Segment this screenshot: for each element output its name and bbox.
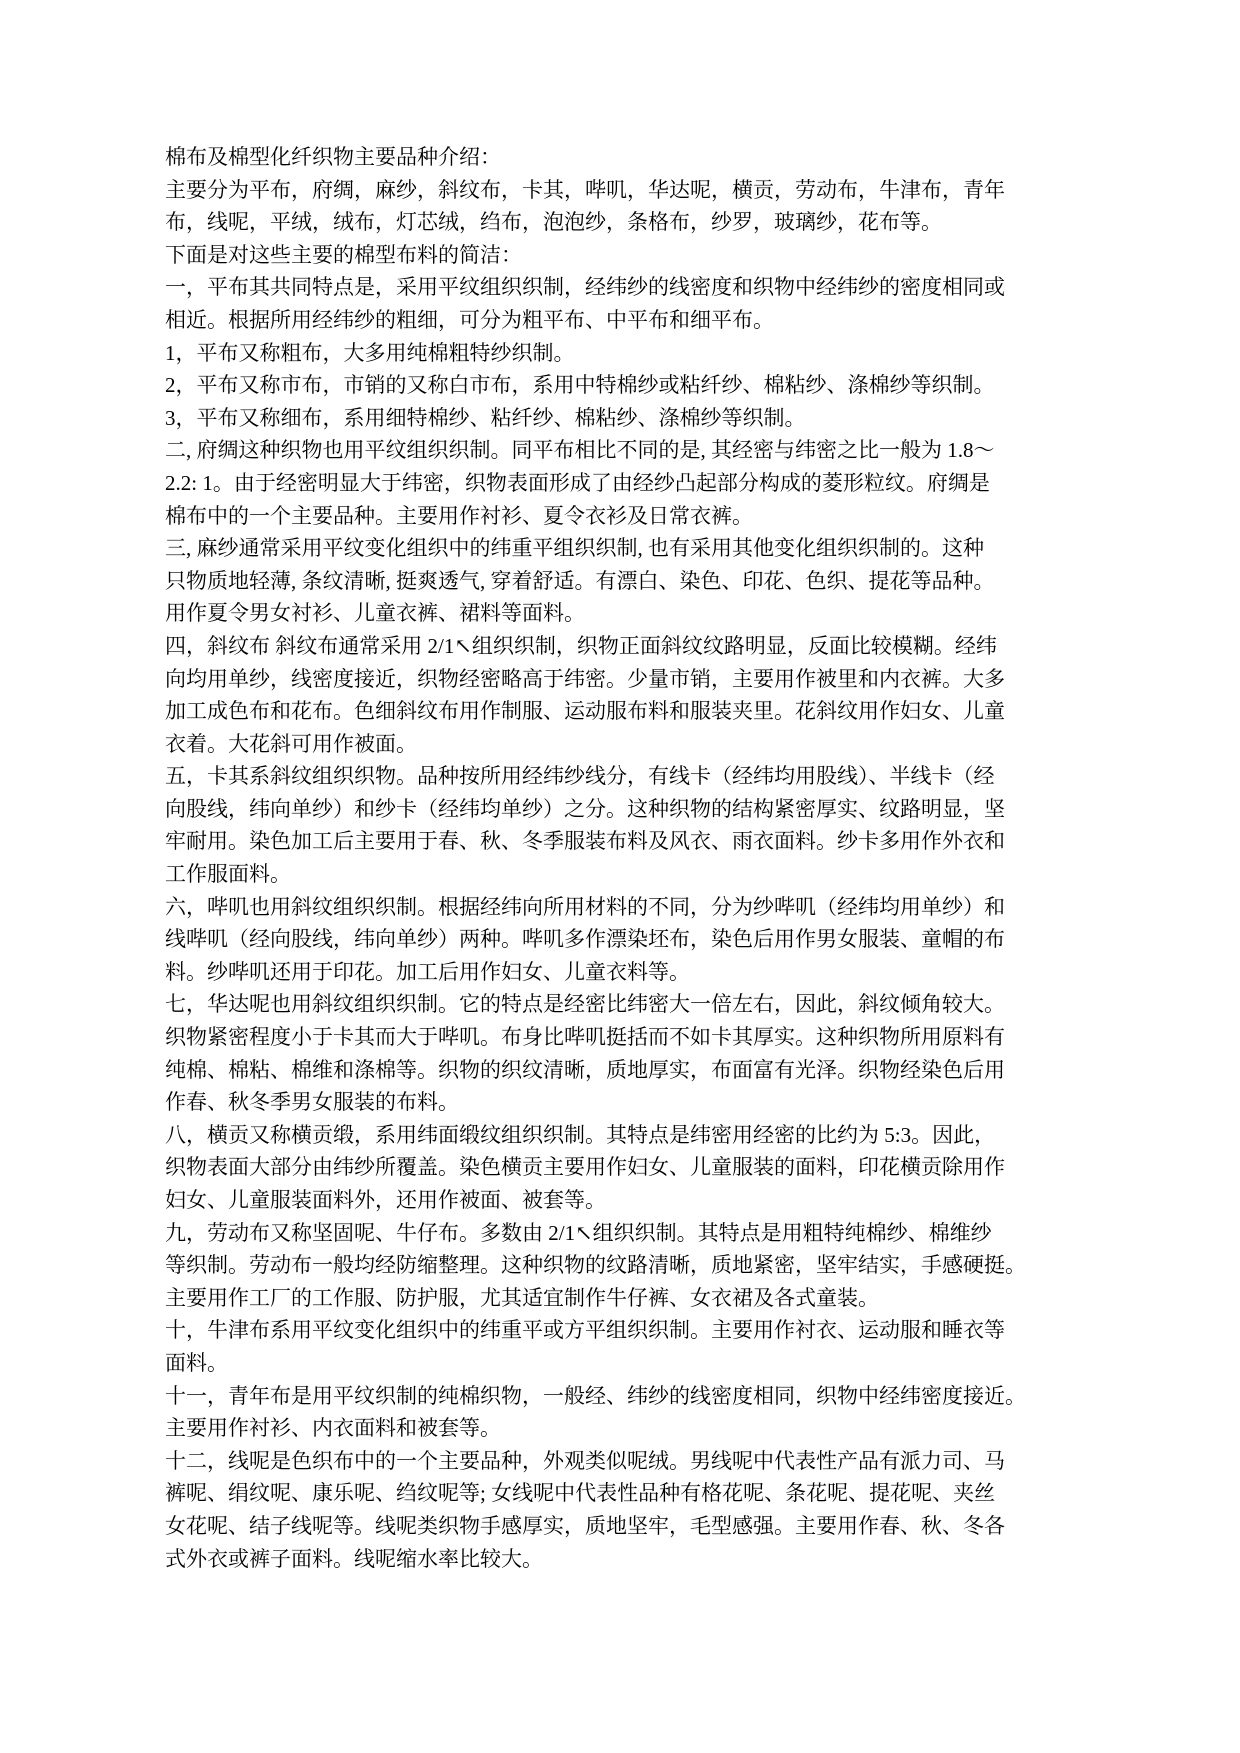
text-line: 下面是对这些主要的棉型布料的简洁： [165, 242, 522, 267]
text-line: 作春、秋冬季男女服装的布料。 [165, 1090, 459, 1115]
text-line: 十二，线呢是色织布中的一个主要品种，外观类似呢绒。男线呢中代表性产品有派力司、马 [165, 1448, 1005, 1473]
text-line: 2，平布又称市布，市销的又称白市布，系用中特棉纱或粘纤纱、棉粘纱、涤棉纱等织制。 [165, 373, 995, 398]
text-line: 棉布及棉型化纤织物主要品种介绍： [165, 145, 501, 169]
text-line: 向均用单纱，线密度接近，织物经密略高于纬密。少量市销，主要用作被里和内衣裤。大多 [165, 666, 1005, 691]
text-line: 布，线呢，平绒，绒布，灯芯绒，绉布，泡泡纱，条格布，纱罗，玻璃纱，花布等。 [165, 210, 942, 235]
text-line: 3，平布又称细布，系用细特棉纱、粘纤纱、棉粘纱、涤棉纱等织制。 [165, 405, 806, 430]
text-line: 女花呢、结子线呢等。线呢类织物手感厚实，质地坚牢，毛型感强。主要用作春、秋、冬各 [165, 1513, 1005, 1538]
document-lines [165, 141, 1026, 1575]
text-line: 只物质地轻薄, 条纹清晰, 挺爽透气, 穿着舒适。有漂白、染色、印花、色织、提花等品种。 [165, 568, 995, 593]
text-line: 相近。根据所用经纬纱的粗细，可分为粗平布、中平布和细平布。 [165, 307, 774, 332]
text-line: 料。纱哔叽还用于印花。加工后用作妇女、儿童衣料等。 [165, 959, 690, 984]
text-line: 等织制。劳动布一般均经防缩整理。这种织物的纹路清晰，质地紧密，坚牢结实，手感硬挺。 [165, 1253, 1026, 1278]
text-line: 织物紧密程度小于卡其而大于哔叽。布身比哔叽挺括而不如卡其厚实。这种织物所用原料有 [165, 1025, 1005, 1050]
text-line: 织物表面大部分由纬纱所覆盖。染色横贡主要用作妇女、儿童服装的面料，印花横贡除用作 [165, 1155, 1005, 1180]
text-line: 一，平布其共同特点是，采用平纹组织织制，经纬纱的线密度和织物中经纬纱的密度相同或 [165, 275, 1005, 300]
text-line: 2.2: 1。由于经密明显大于纬密，织物表面形成了由经纱凸起部分构成的菱形粒纹。府绸是 [165, 470, 990, 495]
text-line: 十一，青年布是用平纹织制的纯棉织物，一般经、纬纱的线密度相同，织物中经纬密度接近。 [165, 1383, 1026, 1408]
text-line: 裤呢、绢纹呢、康乐呢、绉纹呢等; 女线呢中代表性品种有格花呢、条花呢、提花呢、夹丝 [165, 1481, 996, 1506]
text-line: 式外衣或裤子面料。线呢缩水率比较大。 [165, 1546, 543, 1571]
text-line: 纯棉、棉粘、棉维和涤棉等。织物的织纹清晰，质地厚实，布面富有光泽。织物经染色后用 [165, 1057, 1005, 1082]
text-line: 六，哔叽也用斜纹组织织制。根据经纬向所用材料的不同，分为纱哔叽（经纬均用单纱）和 [165, 894, 1005, 919]
text-line: 十，牛津布系用平纹变化组织中的纬重平或方平组织织制。主要用作衬衣、运动服和睡衣等 [165, 1318, 1005, 1343]
text-line: 棉布中的一个主要品种。主要用作衬衫、夏令衣衫及日常衣裤。 [165, 503, 753, 528]
text-line: 衣着。大花斜可用作被面。 [165, 731, 417, 756]
text-line: 主要用作工厂的工作服、防护服，尤其适宜制作牛仔裤、女衣裙及各式童装。 [165, 1285, 879, 1310]
text-line: 线哔叽（经向股线，纬向单纱）两种。哔叽多作漂染坯布，染色后用作男女服装、童帽的布 [165, 927, 1005, 952]
text-line: 八，横贡又称横贡缎，系用纬面缎纹组织织制。其特点是纬密用经密的比约为 5:3。因此， [165, 1122, 996, 1147]
text-line: 主要分为平布，府绸，麻纱，斜纹布，卡其，哔叽，华达呢，横贡，劳动布，牛津布，青年 [165, 177, 1005, 202]
text-line: 四，斜纹布 斜纹布通常采用 2/1↖组织织制，织物正面斜纹纹路明显，反面比较模糊。经纬 [165, 633, 997, 658]
text-line: 二, 府绸这种织物也用平纹组织织制。同平布相比不同的是, 其经密与纬密之比一般为 1.8～ [165, 438, 995, 463]
text-line: 五，卡其系斜纹组织织物。品种按所用经纬纱线分，有线卡（经纬均用股线）、半线卡（经 [165, 764, 995, 789]
text-line: 面料。 [165, 1350, 228, 1375]
text-line: 加工成色布和花布。色细斜纹布用作制服、运动服布料和服装夹里。花斜纹用作妇女、儿童 [165, 699, 1005, 724]
text-line: 1，平布又称粗布，大多用纯棉粗特纱织制。 [165, 340, 575, 365]
text-line: 三, 麻纱通常采用平纹变化组织中的纬重平组织织制, 也有采用其他变化组织织制的。这种 [165, 536, 984, 561]
text-line: 牢耐用。染色加工后主要用于春、秋、冬季服装布料及风衣、雨衣面料。纱卡多用作外衣和 [165, 829, 1005, 854]
text-line: 工作服面料。 [165, 862, 291, 887]
text-line: 妇女、儿童服装面料外，还用作被面、被套等。 [165, 1188, 606, 1212]
text-line: 九，劳动布又称坚固呢、牛仔布。多数由 2/1↖组织织制。其特点是用粗特纯棉纱、棉维纱 [165, 1220, 992, 1245]
text-line: 向股线，纬向单纱）和纱卡（经纬均单纱）之分。这种织物的结构紧密厚实、纹路明显，坚 [165, 796, 1005, 821]
text-line: 七，华达呢也用斜纹组织织制。它的特点是经密比纬密大一倍左右，因此，斜纹倾角较大。 [165, 992, 1005, 1017]
text-line: 主要用作衬衫、内衣面料和被套等。 [165, 1416, 501, 1441]
text-line: 用作夏令男女衬衫、儿童衣裤、裙料等面料。 [165, 601, 585, 626]
